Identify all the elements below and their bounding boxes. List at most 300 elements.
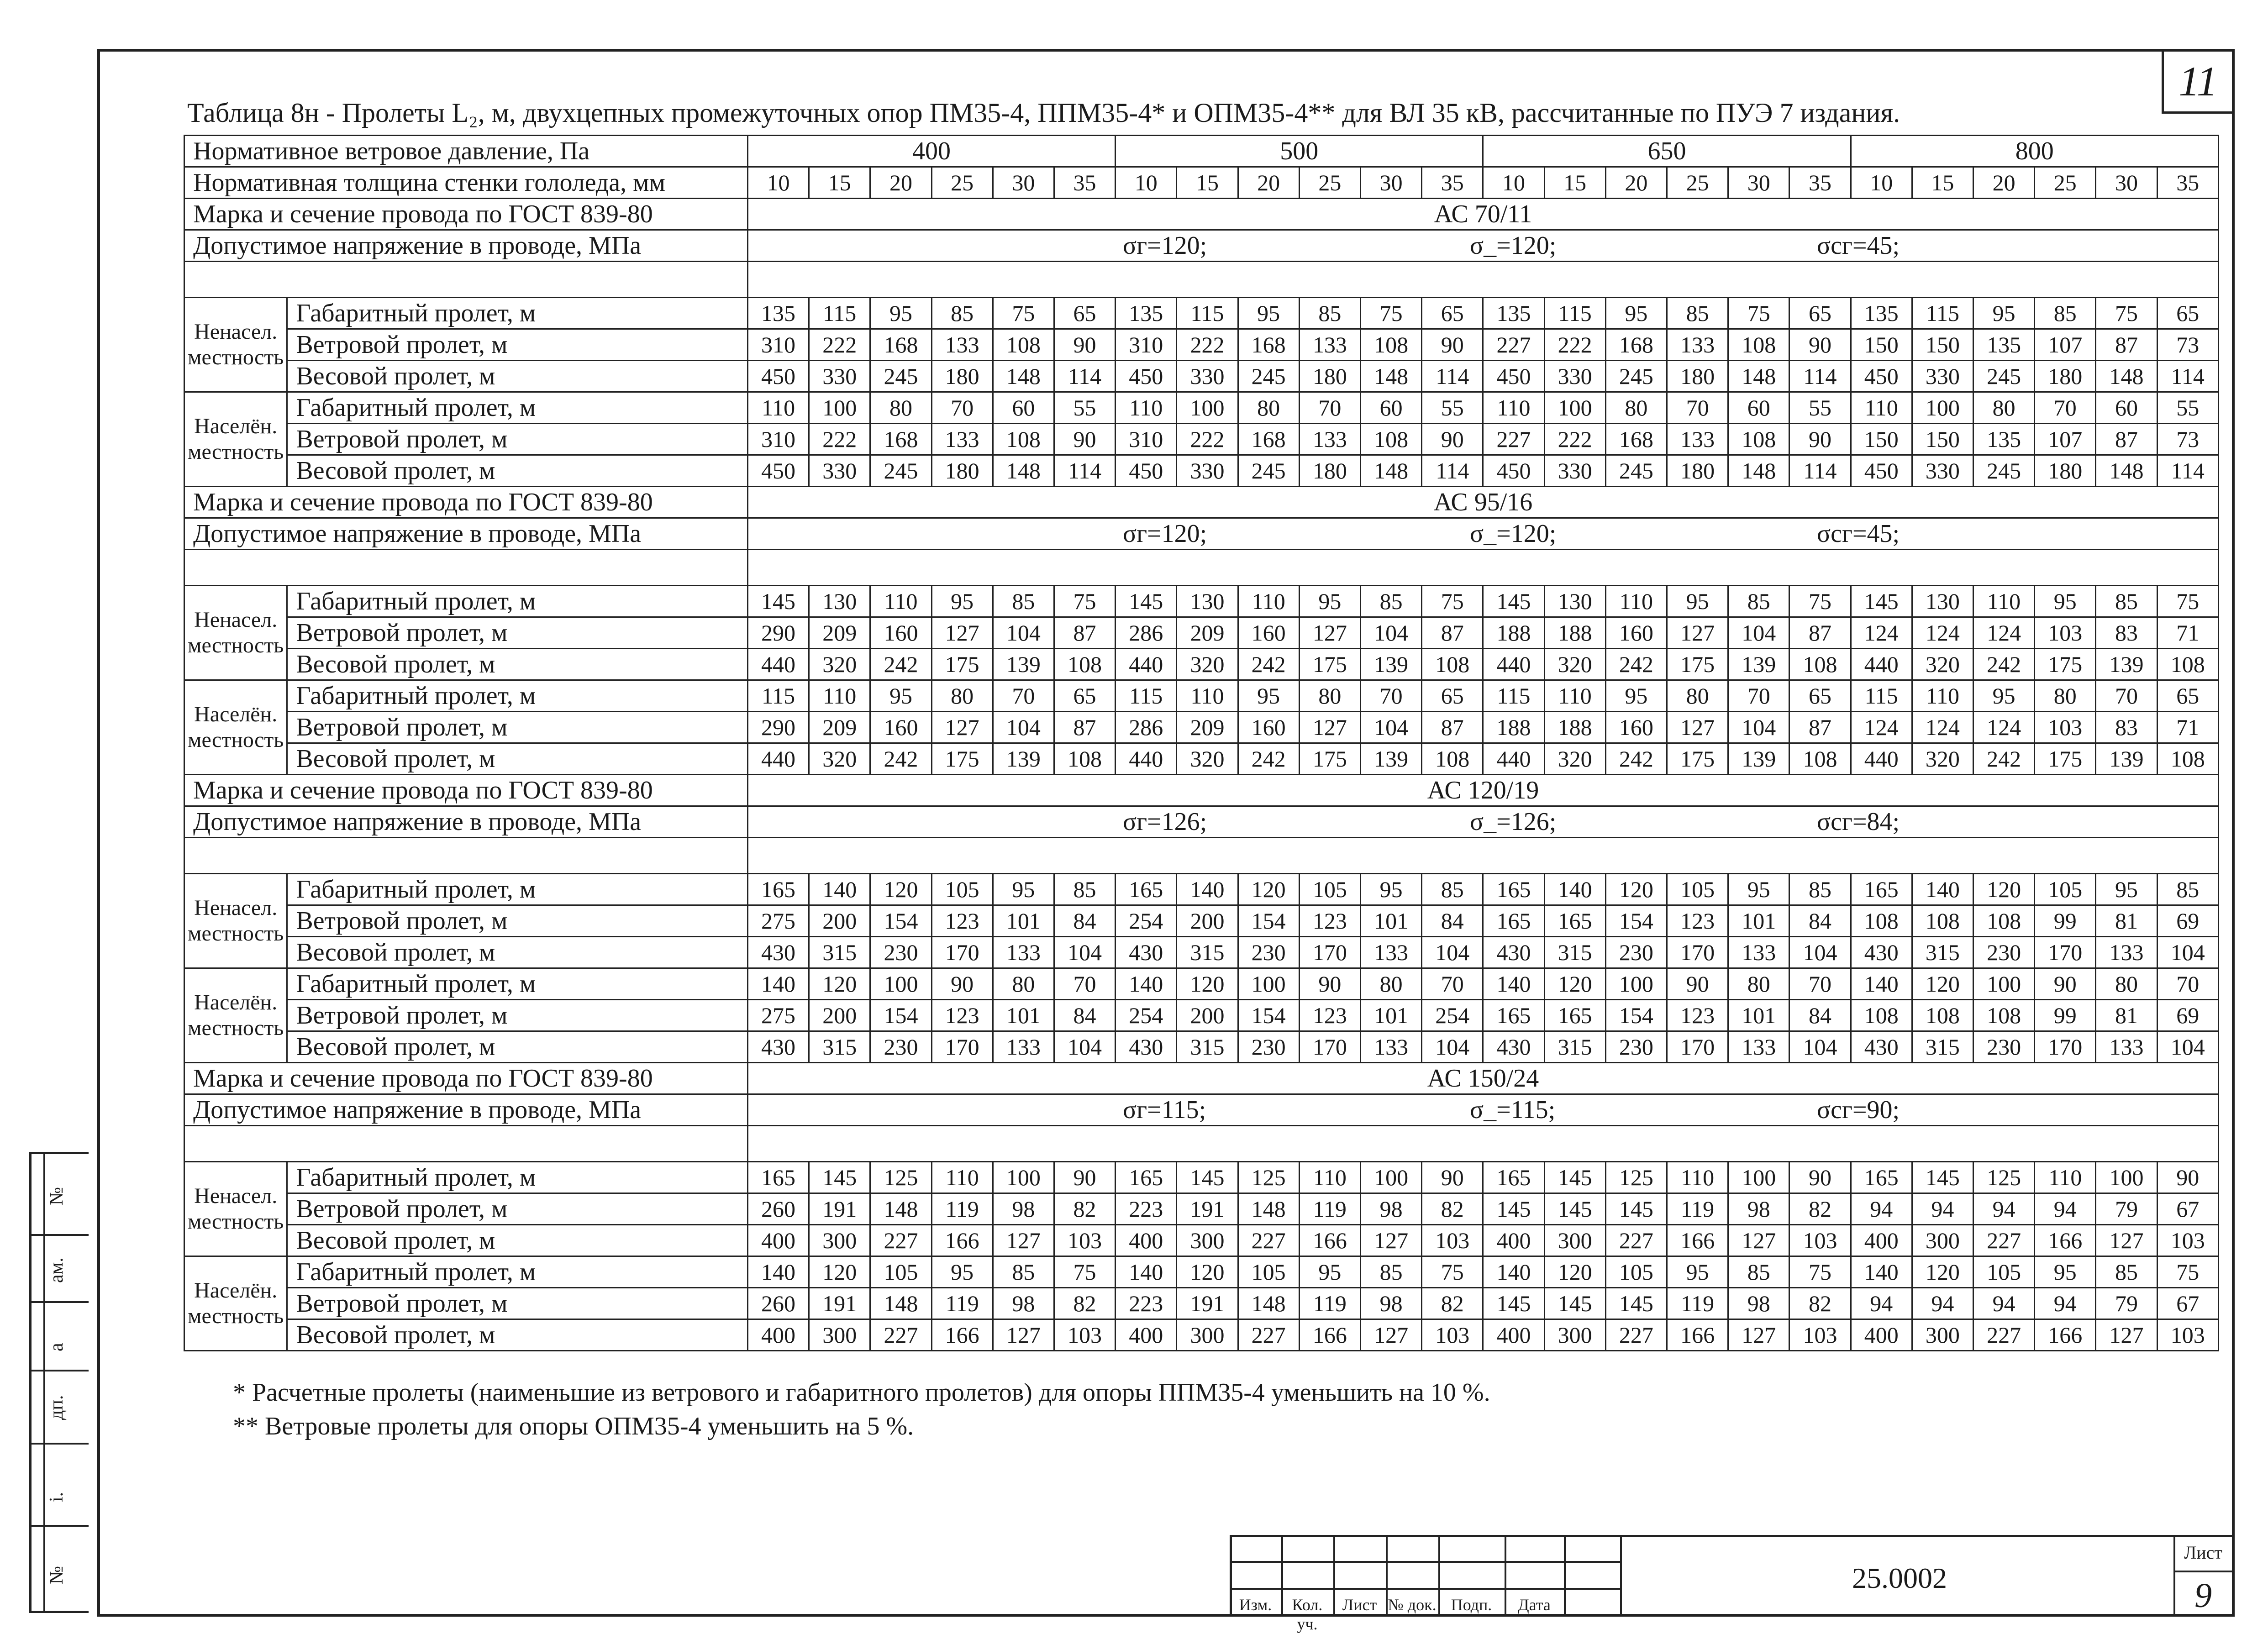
wire-brand: АС 120/19 [747, 775, 2218, 806]
span-value: 98 [1728, 1288, 1789, 1319]
area-label: Населён. местность [184, 392, 287, 487]
ice-value: 35 [1422, 167, 1483, 199]
span-value: 140 [1116, 1256, 1177, 1288]
span-value: 165 [1483, 1162, 1544, 1193]
span-value: 400 [1116, 1319, 1177, 1351]
span-value: 227 [1483, 424, 1544, 455]
span-value: 254 [1116, 1000, 1177, 1031]
span-value: 100 [1544, 392, 1605, 424]
span-value: 108 [1973, 1000, 2035, 1031]
span-value: 330 [809, 361, 870, 392]
span-value: 95 [2035, 1256, 2096, 1288]
span-value: 165 [747, 874, 809, 905]
stress-value: σ_=115; [1469, 1096, 1556, 1124]
span-value: 330 [1544, 361, 1605, 392]
span-value: 95 [931, 1256, 993, 1288]
span-value: 227 [870, 1225, 931, 1256]
span-value: 145 [1605, 1193, 1667, 1225]
span-value: 254 [1422, 1000, 1483, 1031]
span-value: 139 [1728, 649, 1789, 680]
span-value: 90 [1054, 424, 1115, 455]
table-row [184, 518, 2219, 550]
span-value: 430 [747, 1031, 809, 1063]
span-value: 114 [2157, 455, 2218, 487]
span-value: 85 [1054, 874, 1115, 905]
table-row [184, 1162, 2219, 1193]
span-value: 170 [1299, 937, 1360, 968]
span-value: 108 [2157, 649, 2218, 680]
span-value: 85 [1789, 874, 1851, 905]
span-value: 140 [1544, 874, 1605, 905]
span-value: 70 [1728, 680, 1789, 712]
span-value: 145 [809, 1162, 870, 1193]
row-label-weight: Весовой пролет, м [287, 361, 748, 392]
span-value: 103 [1054, 1225, 1115, 1256]
span-value: 94 [1851, 1288, 1912, 1319]
span-value: 154 [1605, 1000, 1667, 1031]
span-value: 75 [993, 298, 1054, 329]
span-value: 120 [870, 874, 931, 905]
span-value: 79 [2096, 1193, 2157, 1225]
span-value: 320 [809, 649, 870, 680]
span-value: 119 [1667, 1193, 1728, 1225]
span-value: 84 [1054, 1000, 1115, 1031]
span-value: 222 [1544, 424, 1605, 455]
span-value: 95 [1238, 298, 1299, 329]
span-value: 105 [1299, 874, 1360, 905]
span-value: 108 [1054, 743, 1115, 775]
span-value: 227 [1483, 329, 1544, 361]
span-value: 130 [1177, 586, 1238, 617]
span-value: 140 [1116, 968, 1177, 1000]
span-value: 140 [1851, 1256, 1912, 1288]
span-value: 230 [1973, 937, 2035, 968]
stress-value: σ_=120; [1469, 231, 1557, 260]
span-value: 130 [1544, 586, 1605, 617]
span-value: 95 [1360, 874, 1421, 905]
stamp-line [1230, 1561, 1620, 1563]
span-value: 94 [1912, 1288, 1973, 1319]
span-value: 98 [1728, 1193, 1789, 1225]
span-value: 103 [1422, 1225, 1483, 1256]
footnote-1: * Расчетные пролеты (наименьшие из ветрового и габаритного пролетов) для опоры ППМ35-4 уменьшить на 10 %. [233, 1378, 1490, 1407]
span-value: 105 [1973, 1256, 2035, 1288]
span-value: 140 [747, 1256, 809, 1288]
span-value: 101 [993, 905, 1054, 937]
ice-value: 10 [1851, 167, 1912, 199]
area-label: Ненасел. местность [184, 586, 287, 680]
span-value: 90 [931, 968, 993, 1000]
span-value: 125 [1605, 1162, 1667, 1193]
span-value: 108 [1728, 329, 1789, 361]
span-value: 103 [2157, 1319, 2218, 1351]
span-value: 450 [1116, 455, 1177, 487]
span-value: 140 [747, 968, 809, 1000]
sheet-number: 9 [2194, 1576, 2212, 1615]
document-number: 25.0002 [1852, 1562, 1947, 1594]
span-value: 105 [931, 874, 993, 905]
row-label-wind: Ветровой пролет, м [287, 424, 748, 455]
span-value: 105 [1667, 874, 1728, 905]
span-value: 65 [1422, 680, 1483, 712]
span-value: 119 [1299, 1193, 1360, 1225]
span-value: 165 [1851, 874, 1912, 905]
span-value: 188 [1544, 712, 1605, 743]
span-value: 85 [1667, 298, 1728, 329]
span-value: 130 [1912, 586, 1973, 617]
span-value: 430 [747, 937, 809, 968]
side-divider [29, 1443, 89, 1445]
span-value: 110 [1238, 586, 1299, 617]
span-value: 145 [1544, 1162, 1605, 1193]
span-value: 227 [870, 1319, 931, 1351]
span-value: 124 [1912, 712, 1973, 743]
span-value: 191 [809, 1193, 870, 1225]
span-value: 80 [1728, 968, 1789, 1000]
span-value: 145 [1851, 586, 1912, 617]
ice-value: 30 [1728, 167, 1789, 199]
span-value: 75 [1054, 586, 1115, 617]
row-label-wind: Ветровой пролет, м [287, 905, 748, 937]
table-title: Таблица 8н - Пролеты L₂, м, двухцепных промежуточных опор ПМ35-4, ППМ35-4* и ОПМ35-4** для ВЛ 35 кВ, рассчитанные по ПУЭ 7 издания. [187, 98, 1900, 128]
blank-cell [747, 550, 2218, 586]
span-value: 440 [747, 743, 809, 775]
span-value: 150 [1851, 424, 1912, 455]
span-value: 85 [1299, 298, 1360, 329]
span-value: 80 [1605, 392, 1667, 424]
span-value: 85 [2035, 298, 2096, 329]
span-value: 100 [993, 1162, 1054, 1193]
span-value: 170 [2035, 937, 2096, 968]
span-value: 450 [1851, 361, 1912, 392]
row-label-gab: Габаритный пролет, м [287, 1256, 748, 1288]
table-row [184, 1193, 2219, 1225]
span-value: 209 [809, 712, 870, 743]
ice-value: 30 [1360, 167, 1421, 199]
span-value: 65 [1789, 298, 1851, 329]
span-value: 133 [1728, 937, 1789, 968]
table-row [184, 167, 2219, 199]
span-value: 140 [1912, 874, 1973, 905]
span-value: 227 [1238, 1319, 1299, 1351]
span-value: 100 [870, 968, 931, 1000]
span-value: 165 [1483, 874, 1544, 905]
span-value: 188 [1483, 712, 1544, 743]
stress-value: σг=120; [1122, 231, 1207, 260]
span-value: 94 [2035, 1193, 2096, 1225]
span-value: 135 [1851, 298, 1912, 329]
row-label-wind: Ветровой пролет, м [287, 1288, 748, 1319]
ice-value: 25 [2035, 167, 2096, 199]
span-value: 94 [1973, 1193, 2035, 1225]
stress-value: σ_=120; [1469, 520, 1557, 548]
span-value: 75 [1422, 1256, 1483, 1288]
row-label-wind: Ветровой пролет, м [287, 1000, 748, 1031]
span-value: 70 [1360, 680, 1421, 712]
span-value: 104 [1789, 1031, 1851, 1063]
span-value: 108 [2157, 743, 2218, 775]
span-value: 81 [2096, 905, 2157, 937]
span-value: 90 [1422, 1162, 1483, 1193]
side-divider [29, 1301, 89, 1303]
span-value: 108 [1789, 743, 1851, 775]
wire-label: Марка и сечение провода по ГОСТ 839-80 [184, 775, 748, 806]
span-value: 101 [1728, 905, 1789, 937]
span-value: 222 [809, 329, 870, 361]
span-value: 119 [1299, 1288, 1360, 1319]
span-value: 107 [2035, 424, 2096, 455]
span-value: 80 [1360, 968, 1421, 1000]
span-value: 227 [1605, 1319, 1667, 1351]
ice-value: 35 [1054, 167, 1115, 199]
ice-value: 15 [809, 167, 870, 199]
area-label: Населён. местность [184, 968, 287, 1063]
span-value: 191 [1177, 1288, 1238, 1319]
span-value: 200 [809, 1000, 870, 1031]
side-strip-label: № [46, 1187, 67, 1205]
span-value: 87 [2096, 424, 2157, 455]
span-value: 70 [2096, 680, 2157, 712]
span-value: 160 [1605, 617, 1667, 649]
row-label-wind: Ветровой пролет, м [287, 712, 748, 743]
span-value: 180 [931, 361, 993, 392]
span-value: 139 [993, 649, 1054, 680]
span-value: 150 [1912, 329, 1973, 361]
span-value: 90 [1789, 329, 1851, 361]
span-value: 245 [1605, 361, 1667, 392]
span-value: 242 [1973, 649, 2035, 680]
span-value: 103 [1789, 1225, 1851, 1256]
span-value: 170 [1667, 1031, 1728, 1063]
span-value: 165 [1483, 905, 1544, 937]
span-value: 209 [1177, 617, 1238, 649]
span-value: 104 [1054, 1031, 1115, 1063]
table-row [184, 136, 2219, 167]
span-value: 100 [1238, 968, 1299, 1000]
stamp-column-label: Лист [1342, 1596, 1377, 1614]
span-value: 139 [1360, 649, 1421, 680]
span-value: 300 [1544, 1319, 1605, 1351]
span-value: 104 [1728, 617, 1789, 649]
span-value: 120 [1177, 1256, 1238, 1288]
span-value: 230 [1238, 937, 1299, 968]
span-value: 440 [1483, 649, 1544, 680]
span-value: 75 [1789, 1256, 1851, 1288]
span-value: 300 [1912, 1319, 1973, 1351]
span-value: 242 [1973, 743, 2035, 775]
span-value: 125 [1973, 1162, 2035, 1193]
wire-brand: АС 150/24 [747, 1063, 2218, 1094]
ice-value: 15 [1544, 167, 1605, 199]
pressure-value: 800 [1851, 136, 2218, 167]
ice-value: 10 [1116, 167, 1177, 199]
span-value: 450 [1483, 361, 1544, 392]
span-value: 105 [2035, 874, 2096, 905]
span-value: 114 [2157, 361, 2218, 392]
row-label-wind: Ветровой пролет, м [287, 329, 748, 361]
ice-value: 35 [1789, 167, 1851, 199]
span-value: 100 [1360, 1162, 1421, 1193]
span-value: 123 [1299, 905, 1360, 937]
span-value: 75 [1728, 298, 1789, 329]
table-row [184, 262, 2219, 298]
span-value: 168 [870, 424, 931, 455]
span-value: 148 [2096, 455, 2157, 487]
span-value: 90 [1789, 424, 1851, 455]
span-value: 230 [1973, 1031, 2035, 1063]
span-value: 75 [1422, 586, 1483, 617]
span-value: 110 [1299, 1162, 1360, 1193]
ice-value: 30 [993, 167, 1054, 199]
table-row [184, 1319, 2219, 1351]
stamp-column-label: № док. [1388, 1596, 1437, 1614]
span-value: 145 [747, 586, 809, 617]
stress-values [747, 806, 2218, 838]
stress-label: Допустимое напряжение в проводе, МПа [184, 806, 748, 838]
span-value: 108 [1422, 649, 1483, 680]
table-row [184, 1031, 2219, 1063]
wire-brand: АС 70/11 [747, 199, 2218, 230]
table-row [184, 905, 2219, 937]
span-value: 60 [2096, 392, 2157, 424]
table-row [184, 874, 2219, 905]
span-value: 110 [1973, 586, 2035, 617]
span-value: 450 [1483, 455, 1544, 487]
span-value: 180 [1667, 361, 1728, 392]
table-row [184, 775, 2219, 806]
table-row [184, 298, 2219, 329]
area-label: Ненасел. местность [184, 874, 287, 968]
stress-label: Допустимое напряжение в проводе, МПа [184, 1094, 748, 1126]
span-value: 65 [1054, 680, 1115, 712]
span-value: 133 [1667, 424, 1728, 455]
span-value: 82 [1054, 1193, 1115, 1225]
span-value: 154 [1238, 905, 1299, 937]
span-value: 103 [1422, 1319, 1483, 1351]
span-value: 300 [1177, 1225, 1238, 1256]
blank-cell [747, 262, 2218, 298]
span-value: 440 [747, 649, 809, 680]
span-value: 125 [1238, 1162, 1299, 1193]
span-value: 110 [870, 586, 931, 617]
span-value: 120 [1605, 874, 1667, 905]
span-value: 165 [1544, 1000, 1605, 1031]
table-row [184, 968, 2219, 1000]
ice-value: 30 [2096, 167, 2157, 199]
span-value: 227 [1973, 1225, 2035, 1256]
span-value: 95 [1238, 680, 1299, 712]
span-value: 154 [1238, 1000, 1299, 1031]
span-value: 110 [809, 680, 870, 712]
span-value: 290 [747, 617, 809, 649]
side-strip-label: і. [46, 1492, 67, 1502]
span-value: 245 [1238, 361, 1299, 392]
span-value: 82 [1054, 1288, 1115, 1319]
sheet-label: Лист [2184, 1542, 2222, 1563]
span-value: 110 [1483, 392, 1544, 424]
span-value: 260 [747, 1288, 809, 1319]
span-value: 148 [870, 1193, 931, 1225]
table-row [184, 361, 2219, 392]
span-value: 310 [747, 329, 809, 361]
stress-value: σсг=90; [1816, 1096, 1900, 1124]
span-value: 80 [870, 392, 931, 424]
span-value: 98 [993, 1288, 1054, 1319]
span-value: 82 [1422, 1193, 1483, 1225]
span-value: 330 [1912, 455, 1973, 487]
span-value: 165 [747, 1162, 809, 1193]
span-value: 103 [1054, 1319, 1115, 1351]
span-value: 110 [747, 392, 809, 424]
span-value: 245 [1973, 455, 2035, 487]
span-value: 166 [1299, 1319, 1360, 1351]
span-value: 168 [870, 329, 931, 361]
span-value: 120 [1238, 874, 1299, 905]
span-value: 103 [1789, 1319, 1851, 1351]
span-value: 87 [1422, 617, 1483, 649]
span-value: 140 [1851, 968, 1912, 1000]
span-value: 119 [931, 1288, 993, 1319]
span-value: 200 [809, 905, 870, 937]
span-value: 165 [1851, 1162, 1912, 1193]
span-value: 320 [1912, 743, 1973, 775]
span-value: 75 [2096, 298, 2157, 329]
table-row [184, 743, 2219, 775]
span-value: 315 [1912, 937, 1973, 968]
stress-value: σг=126; [1122, 808, 1207, 836]
span-value: 87 [1054, 617, 1115, 649]
row-label-gab: Габаритный пролет, м [287, 874, 748, 905]
span-value: 85 [2096, 586, 2157, 617]
area-label: Населён. местность [184, 1256, 287, 1351]
span-value: 104 [1360, 617, 1421, 649]
span-value: 70 [2035, 392, 2096, 424]
span-value: 90 [1667, 968, 1728, 1000]
span-value: 114 [1789, 361, 1851, 392]
span-value: 440 [1116, 649, 1177, 680]
span-value: 148 [870, 1288, 931, 1319]
span-value: 70 [931, 392, 993, 424]
row-label-weight: Весовой пролет, м [287, 743, 748, 775]
span-value: 230 [1238, 1031, 1299, 1063]
side-divider [29, 1234, 89, 1236]
span-value: 135 [1483, 298, 1544, 329]
span-value: 400 [747, 1225, 809, 1256]
span-value: 133 [1299, 424, 1360, 455]
span-value: 105 [1238, 1256, 1299, 1288]
span-value: 315 [1544, 937, 1605, 968]
blank-cell [184, 550, 748, 586]
span-value: 191 [809, 1288, 870, 1319]
table-row [184, 1288, 2219, 1319]
span-value: 230 [870, 937, 931, 968]
span-value: 104 [2157, 1031, 2218, 1063]
span-value: 230 [1605, 1031, 1667, 1063]
span-value: 87 [1789, 617, 1851, 649]
wire-label: Марка и сечение провода по ГОСТ 839-80 [184, 487, 748, 518]
span-value: 65 [2157, 680, 2218, 712]
row-label-gab: Габаритный пролет, м [287, 392, 748, 424]
span-value: 450 [747, 455, 809, 487]
span-value: 300 [809, 1319, 870, 1351]
span-value: 254 [1116, 905, 1177, 937]
span-value: 180 [2035, 455, 2096, 487]
span-value: 133 [1299, 329, 1360, 361]
span-value: 90 [1422, 424, 1483, 455]
span-value: 83 [2096, 712, 2157, 743]
span-value: 70 [1422, 968, 1483, 1000]
span-value: 200 [1177, 1000, 1238, 1031]
